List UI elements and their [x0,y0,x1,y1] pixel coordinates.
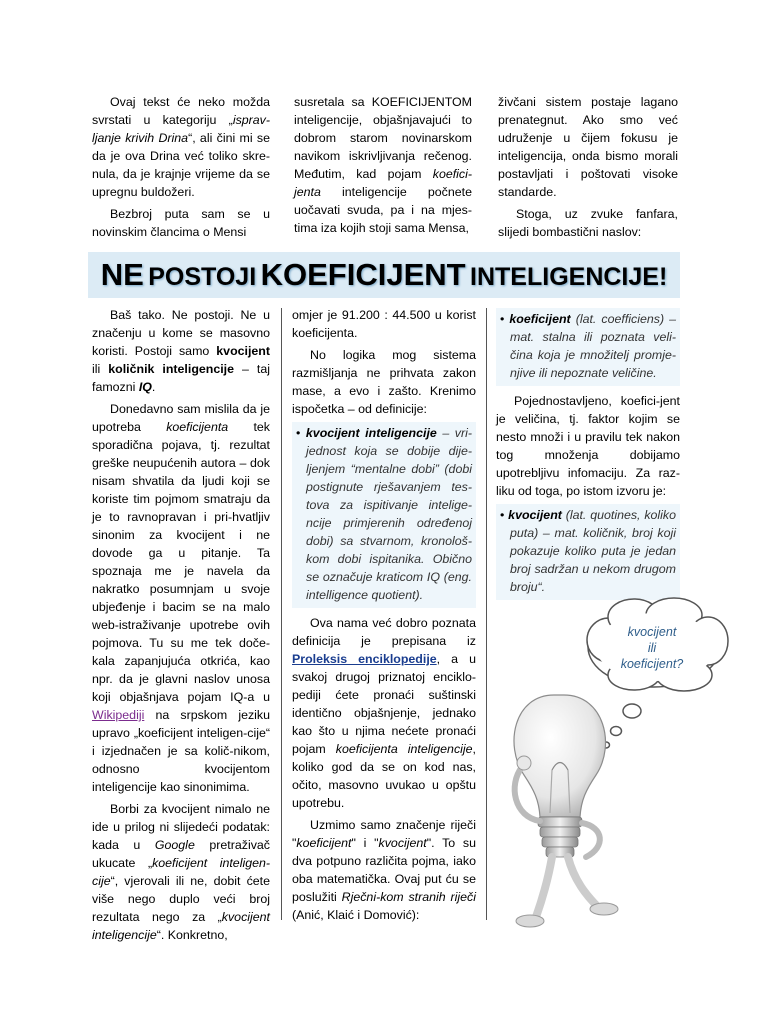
definition-item: • kvocijent (lat. quotines, koliko puta) – mat. količnik, broj koji pokazuje koliko puta je jedan broj sadržan u nekom drugom broju“. [500,508,677,594]
definition-box [496,308,680,386]
definition-box [496,504,680,600]
proleksis-link[interactable]: Proleksis enciklopedije [292,652,437,666]
column-divider [281,308,282,920]
intro-paragraph: susretala sa KOEFICIJENTOM inteligencije, objašnjavajući to dobrom starom novinarskom navikom iskrivljivanja rečenog. Međutim, kad pojam koefici-jenta inteligencije počnete uočavati svuda, pa i na mjes-tima iza kojih stoji sama Mensa, [294,95,472,235]
body-paragraph: Borbi za kvocijent nimalo ne ide u prilog ni slijedeći podatak: kada u Google pretraživač ukucate „koeficijent inteligen-cije“, vjerovali ili ne, dobit ćete više nego duplo veći broj rezultata nego za „kvocijent inteligencije“. Konkretno, [92,802,271,942]
bulb-figure [514,695,618,927]
body-paragraph: Donedavno sam mislila da je upotreba koeficijenta tek sporadična pojava, tj. rezultat greške neupućenih autora – dok nisam shvatila da ljudi koji se koriste tim pojmom smatraju da je to ravnopravan i pri-hvatljiv sinonim za kvocijent i ne dovode ga u pitanje. Ta spoznaja me je navela da nakratko posumnjam u svoje ubjeđenje i bacim se na malo web-istraživanje upotrebe ovih pojmova. Tu su me tek doče-kala zapanjujuća otkrića, kao npr. da je glavni naslov unosa koji objašnjava pojam IQ-a u Wikipediji na srpskom jeziku upravo „koeficijent inteligen-cije“ i izjednačen je sa količ-nikom, odnosno kvocijentom inteligencije kao sinonimima. [92,402,270,794]
body-column-1 [92,306,270,948]
intro-column-1 [92,93,270,245]
body-paragraph: Pojednostavljeno, koefici-jent je veličina, tj. faktor kojim se nesto množi i u pravilu tek nakon tog množenja dobijamo upotrebljivu infomaciju. Za raz-liku od toga, po istom izvoru je: [496,394,680,498]
thought-text: koeficijent? [620,657,684,671]
article-title: NE POSTOJI KOEFICIJENT INTELIGENCIJE! [100,257,668,292]
lightbulb-character-icon [494,595,730,935]
intro-column-2 [294,93,472,241]
column-divider [486,308,487,920]
definition-item: • koeficijent (lat. coefficiens) – mat. stalna ili poznata veli-čina koja je množitelj promje-njive ili nepoznate veličine. [500,312,676,380]
wikipedia-link[interactable]: Wikipediji [92,708,145,722]
intro-paragraph: Bezbroj puta sam se u novinskim člancima o Mensi [92,207,270,239]
body-column-3 [496,306,680,606]
definition-box [292,422,476,608]
body-paragraph: No logika mog sistema razmišljanja ne prihvata zakon mase, a evo i zašto. Krenimo ispočetka – od definicije: [292,348,476,416]
thought-text: ili [647,641,657,655]
definition-item: • kvocijent inteligencije – vri-jednost koja se dobije dije-ljenjem “mentalne dobi” (dobi postignute rješavanjem tes-tova za ispitivanje intelige-ncije primjerenih određenoj dobi) sa stvarnom, kronološ-kom dobi ispitanika. Obično se označuje kraticom IQ (eng. intelligence quotient). [296,426,473,602]
body-paragraph: Uzmimo samo značenje riječi "koeficijent" i "kvocijent". To su dva potpuno različita pojma, iako oba matematička. Ovaj put ću se poslužiti Rječni-kom stranih riječi (Anić, Klaić i Domović): [292,818,476,922]
body-paragraph: omjer je 91.200 : 44.500 u korist koeficijenta. [292,308,476,340]
thought-cloud [587,598,728,748]
intro-column-3 [498,93,678,245]
body-paragraph: Ova nama već dobro poznata definicija je prepisana iz Proleksis enciklopedije, a u svakoj drugoj priznatoj enciklo-pediji ćete pronaći suštinski identično objašnjenje, jednako kao što u njima nećete pronaći pojam koeficijenta inteligencije, koliko god da se on kod nas, očito, masovno uvukao u opštu upotrebu. [292,616,476,810]
intro-paragraph: Ovaj tekst će neko možda svrstati u kategoriju „isprav-ljanje krivih Drina“, ali čini mi se da je ova Drina već toliko skre-nula, da je krajnje vrijeme da se upregnu buldožeri. [92,95,270,199]
thought-text: kvocijent [627,625,677,639]
body-column-2 [292,306,476,928]
intro-paragraph: Stoga, uz zvuke fanfara, slijedi bombastični naslov: [498,207,678,239]
intro-paragraph: živčani sistem postaje lagano prenategnut. Ako smo već udruženje u čijem fokusu je inteligencija, onda bismo morali postavljati i poštovati visoke standarde. [498,95,678,199]
body-paragraph: Baš tako. Ne postoji. Ne u značenju u kome se masovno koristi. Postoji samo kvocijent ili količnik inteligencije – taj famozni IQ. [92,308,270,394]
